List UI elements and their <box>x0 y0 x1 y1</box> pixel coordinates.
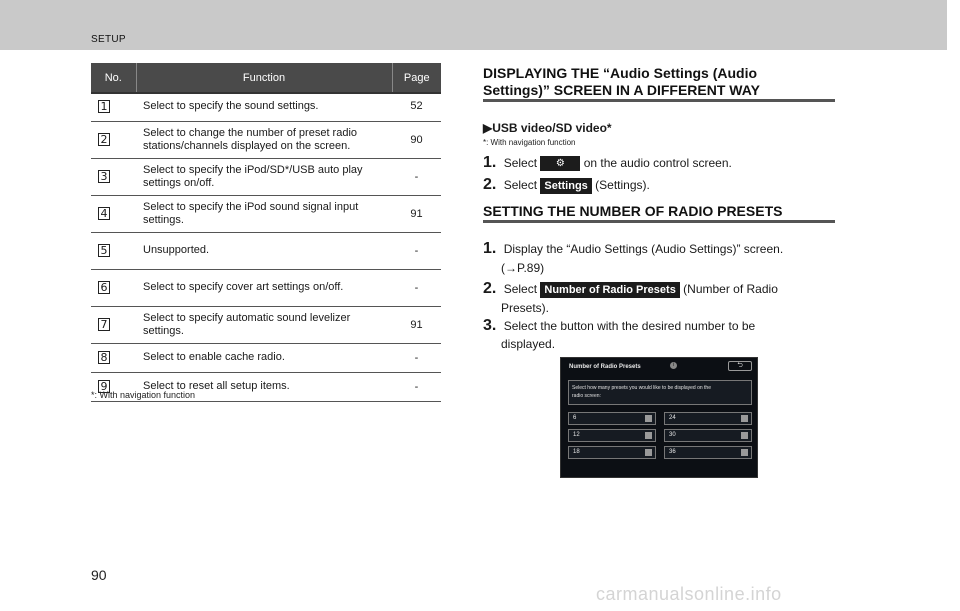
header-page: Page <box>392 63 441 92</box>
section2-step2: 2. Select Number of Radio Presets (Number of Radio Presets). <box>483 280 778 315</box>
row-function-text: Select to specify the sound settings. <box>136 92 392 121</box>
number-of-radio-presets-button[interactable]: Number of Radio Presets <box>540 282 679 298</box>
back-button[interactable] <box>728 361 752 371</box>
table-header-row <box>91 63 441 92</box>
table-footnote: *: With navigation function <box>91 390 196 400</box>
table-row <box>91 92 441 121</box>
row-function-text: Select to reset all setup items. <box>136 372 392 401</box>
table-row <box>91 306 441 343</box>
section1-title: DISPLAYING THE “Audio Settings (Audio Settings)” SCREEN IN A DIFFERENT WAY <box>483 65 760 98</box>
row-page: - <box>392 269 441 306</box>
row-function-text: Select to enable cache radio. <box>136 343 392 372</box>
section-label: SETUP <box>91 34 126 45</box>
number-box: 7 <box>98 318 110 331</box>
subhead-note: *: With navigation function <box>483 138 576 147</box>
settings-shortcut-button[interactable] <box>540 156 580 171</box>
wrench-icon: ⚙ <box>555 158 565 170</box>
table-row <box>91 269 441 306</box>
page-number: 90 <box>91 567 107 583</box>
row-page: 91 <box>392 195 441 232</box>
number-box: 9 <box>98 380 110 393</box>
number-box: 3 <box>98 170 110 183</box>
number-box: 6 <box>98 281 110 294</box>
info-icon[interactable]: i <box>670 362 677 369</box>
table-row <box>91 195 441 232</box>
preset-option-36[interactable]: 36 <box>664 446 752 459</box>
table-row <box>91 158 441 195</box>
radio-presets-screen <box>560 357 758 478</box>
number-box: 1 <box>98 100 110 113</box>
row-function-text: Select to specify automatic sound levelizer settings. <box>136 306 392 343</box>
row-function-text: Select to specify the iPod/SD*/USB auto play settings on/off. <box>136 158 392 195</box>
screen-prompt: Select how many presets you would like to be displayed on the radio screen: <box>568 380 752 405</box>
section2-title: SETTING THE NUMBER OF RADIO PRESETS <box>483 203 783 219</box>
section2-rule <box>483 220 835 223</box>
table-row <box>91 121 441 158</box>
header-band <box>0 0 947 50</box>
row-page: 90 <box>392 121 441 158</box>
row-function-text: Select to specify the iPod sound signal input settings. <box>136 195 392 232</box>
row-function-text: Unsupported. <box>136 232 392 269</box>
number-box: 8 <box>98 351 110 364</box>
section1-step1: 1. Select ⚙ on the audio control screen. <box>483 154 732 171</box>
subhead-usb-video: ▶USB video/SD video* <box>483 121 612 135</box>
checkbox-icon <box>645 449 652 456</box>
header-function: Function <box>136 63 392 92</box>
preset-option-18[interactable]: 18 <box>568 446 656 459</box>
section2-step3: 3. Select the button with the desired number to be displayed. <box>483 317 756 351</box>
row-page: 91 <box>392 306 441 343</box>
watermark: carmanualsonline.info <box>596 584 782 604</box>
section1-rule <box>483 99 835 102</box>
preset-option-30[interactable]: 30 <box>664 429 752 442</box>
checkbox-icon <box>741 415 748 422</box>
checkbox-icon <box>645 432 652 439</box>
row-page: 52 <box>392 92 441 121</box>
number-box: 2 <box>98 133 110 146</box>
triangle-right-icon: ▶ <box>483 121 493 135</box>
table-row <box>91 232 441 269</box>
checkbox-icon <box>741 449 748 456</box>
row-function-text: Select to specify cover art settings on/off. <box>136 269 392 306</box>
settings-button[interactable]: Settings <box>540 178 591 194</box>
row-page: - <box>392 372 441 401</box>
checkbox-icon <box>645 415 652 422</box>
header-no: No. <box>91 63 136 92</box>
return-arrow-icon: ⮌ <box>737 362 743 369</box>
table-header-rule <box>91 92 441 94</box>
section1-step2: 2. Select Settings (Settings). <box>483 176 650 193</box>
table-row <box>91 343 441 372</box>
screen-title: Number of Radio Presets <box>569 364 641 370</box>
row-page: - <box>392 232 441 269</box>
section2-step1: 1. Display the “Audio Settings (Audio Settings)” screen. (→P.89) <box>483 240 784 275</box>
checkbox-icon <box>741 432 748 439</box>
preset-option-6[interactable]: 6 <box>568 412 656 425</box>
setup-function-table <box>91 63 441 402</box>
row-function-text: Select to change the number of preset radio stations/channels displayed on the screen. <box>136 121 392 158</box>
preset-option-24[interactable]: 24 <box>664 412 752 425</box>
number-box: 4 <box>98 207 110 220</box>
row-page: - <box>392 343 441 372</box>
preset-option-12[interactable]: 12 <box>568 429 656 442</box>
number-box: 5 <box>98 244 110 257</box>
row-page: - <box>392 158 441 195</box>
